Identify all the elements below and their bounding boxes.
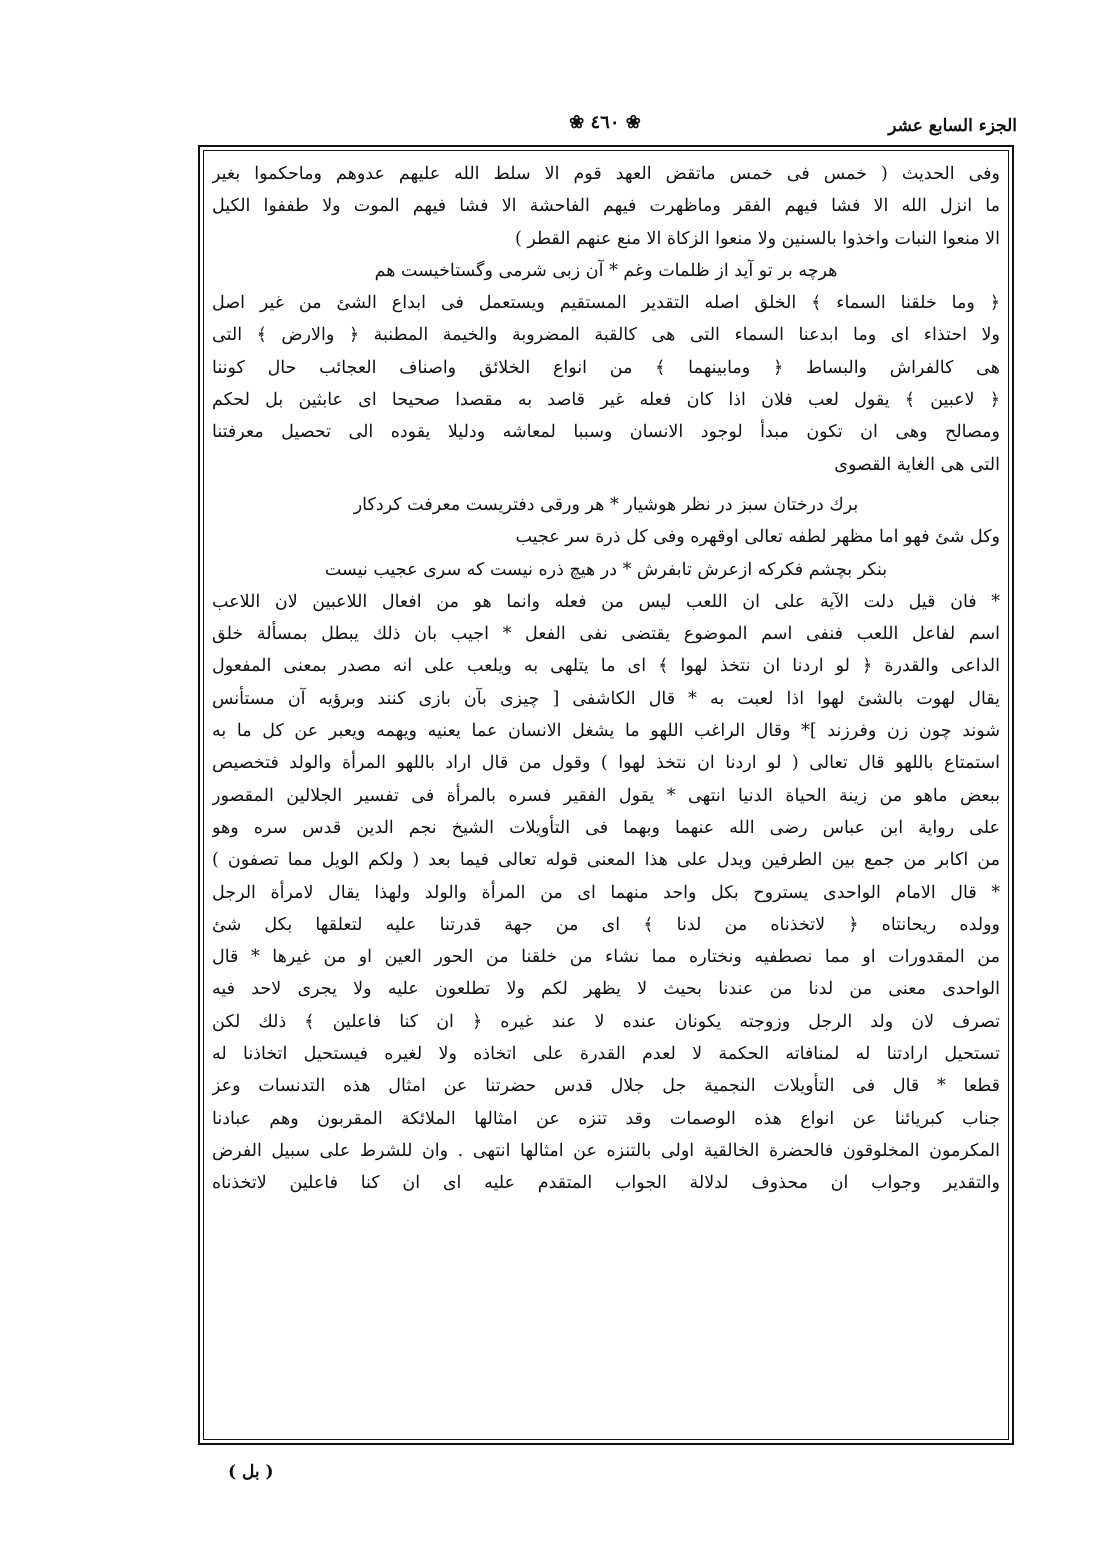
verse-line: هرچه بر تو آيد از ظلمات وغم * آن زبى شرمى وگستاخيست هم: [374, 260, 838, 281]
text-line: المكرمون المخلوقون فالحضرة الخالقية اولى بالتنزه عن امثالها انتهى . وان للشرط على سبيل الفرض: [212, 1140, 1000, 1161]
body-text: [212, 158, 1000, 1200]
text-line: الداعى والقدرة ﴿ لو اردنا ان نتخذ لهوا ﴾ اى ما يتلهى به ويلعب على انه مصدر بمعنى المفعول: [212, 656, 1000, 677]
page-header: [205, 112, 1017, 142]
text-line: تستحيل ارادتنا له لمنافاته الحكمة لا لعدم القدرة على اتخاذه ولا لغيره فيستحيل اتخاذنا له: [212, 1044, 1000, 1065]
text-line: ومصالح وهى ان تكون مبدأ لوجود الانسان وسببا لمعاشه ودليلا يقوده الى تحصيل معرفتنا: [212, 422, 1000, 443]
text-line: جناب كبريائنا عن انواع هذه الوصمات وقد تنزه عن امثالها الملائكة المقربون وهم عبادنا: [212, 1108, 1000, 1129]
text-line: قطعا * قال فى التأويلات النجمية جل جلال قدس حضرتنا عن امثال هذه التدنسات وعز: [212, 1076, 1000, 1097]
text-line: ببعض ماهو من زينة الحياة الدنيا انتهى * يقول الفقير فسره بالمرأة فى تفسير الجلالين المقصور: [212, 785, 1000, 806]
text-line: والتقدير وجواب ان محذوف لدلالة الجواب المتقدم عليه اى ان كنا فاعلين لاتخذناه: [212, 1173, 1000, 1194]
text-line: ﴿ لاعبين ﴾ يقول لعب فلان اذا كان فعله غير قاصد به مقصدا صحيحا اى عابثين بل لحكم: [212, 390, 1000, 411]
text-line: اسم لفاعل اللعب فنفى اسم الموضوع يقتضى نفى الفعل * اجيب بان ذلك يبطل بمسألة خلق: [212, 624, 1000, 645]
text-line: استمتاع باللهو قال تعالى ( لو اردنا ان نتخذ لهوا ) وقول من قال اراد باللهو المرأة والولد فتخصيص: [212, 753, 1000, 774]
text-line: يقال لهوت بالشئ لهوا اذا لعبت به * قال الكاشفى [ چيزى بآن بازى كنند وبرؤيه آن مستأنس: [212, 688, 1000, 709]
text-line: شوند چون زن وفرزند ]* وقال الراغب اللهو ما يشغل الانسان عما يعنيه ويهمه ويعبر عن كل ما به: [212, 721, 1000, 742]
text-line: الواحدى معنى من لدنا من عندنا بحيث لا يظهر لكم ولا تطلعون عليه ولا يجرى لاحد فيه: [212, 979, 1000, 1000]
spacer: [212, 481, 1000, 489]
text-line: هى كالفراش والبساط ﴿ ومابينهما ﴾ من انواع الخلائق واصناف العجائب حال كوننا: [212, 357, 1000, 378]
text-line: من المقدورات او مما نصطفيه ونختاره مما نشاء من خلقنا من الحور العين او من غيرها * قال: [212, 947, 1000, 968]
text-line: وفى الحديث ( خمس فى خمس ماتقض العهد قوم الا سلط الله عليهم عدوهم وماحكموا بغير: [212, 164, 1000, 184]
text-line: وكل شئ فهو اما مظهر لطفه تعالى اوقهره وفى كل ذرة سر عجيب: [515, 527, 1000, 548]
catchword: ( بل ): [228, 1462, 274, 1482]
text-line: على رواية ابن عباس رضى الله عنهما وبهما فى التأويلات الشيخ نجم الدين قدس سره وهو: [212, 817, 1000, 838]
text-line: تصرف لان ولد الرجل وزوجته يكونان عنده لا عند غيره ﴿ ان كنا فاعلين ﴾ ذلك لكن: [212, 1011, 1000, 1032]
text-line: * قال الامام الواحدى يستروح بكل واحد منهما اى من المرأة والولد ولهذا يقال لامرأة الرجل: [212, 882, 1000, 903]
page-number: ❀ ٤٦٠ ❀: [569, 112, 641, 133]
verse-line: برك درختان سبز در نظر هوشيار * هر ورقى دفتريست معرفت كردكار: [353, 494, 859, 515]
text-line: الا منعوا النبات واخذوا بالسنين ولا منعوا الزكاة الا منع عنهم القطر ): [514, 228, 1000, 249]
text-line: وولده ريحانتاه ﴿ لاتخذناه من لدنا ﴾ اى من جهة قدرتنا عليه لتعلقها بكل شئ: [212, 914, 1000, 935]
text-line: التى هى الغاية القصوى: [834, 454, 1000, 475]
text-line: * فان قيل دلت الآية على ان اللعب ليس من فعله وانما هو من افعال اللاعبين لان اللاعب: [212, 591, 1000, 612]
verse-line: بنكر بچشم فكركه ازعرش تابفرش * در هيچ ذره نيست كه سرى عجيب نيست: [324, 559, 888, 580]
part-label: الجزء السابع عشر: [888, 116, 1017, 136]
text-line: ما انزل الله الا فشا فيهم الفقر وماظهرت فيهم الفاحشة الا فشا فيهم الموت ولا طففوا الكيل: [212, 196, 1000, 217]
text-line: ﴿ وما خلقنا السماء ﴾ الخلق اصله التقدير المستقيم ويستعمل فى ابداع الشئ من غير اصل: [212, 293, 1000, 314]
text-line: ولا احتذاء اى وما ابدعنا السماء التى هى كالقبة المضروبة والخيمة المطنبة ﴿ والارض ﴾ التى: [212, 325, 1000, 346]
text-line: من اكابر من جمع بين الطرفين ويدل على هذا المعنى قوله تعالى فيما بعد ( ولكم الويل مما تصفون ): [212, 850, 1000, 871]
